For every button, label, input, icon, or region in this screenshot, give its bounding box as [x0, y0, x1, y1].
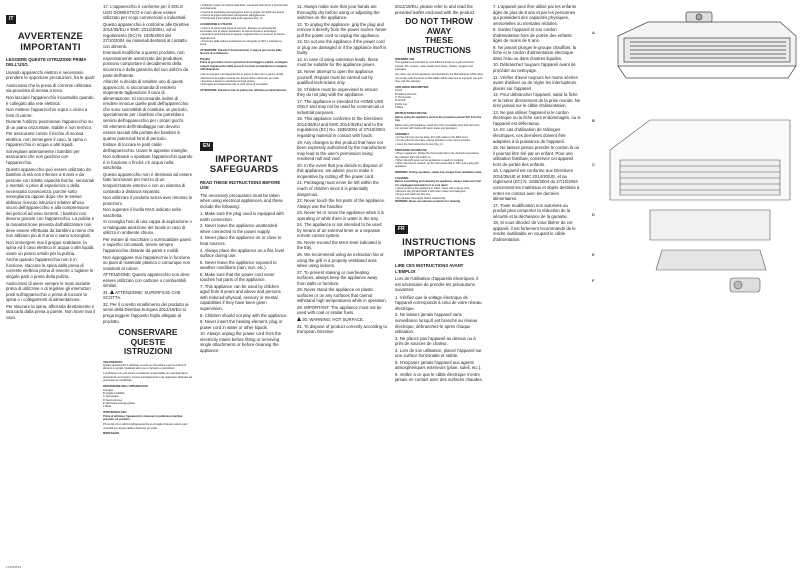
fig-label-b: B — [592, 118, 595, 123]
it-column-2: 17. L'apparecchio è conforme per il SOLO USO DOMESTICO e non deve essere utilizzato per scopi commerciali o industriali. Questo apparecchio è conforme alle Direttive 2014/35/EU e EMC 2014/30/EU, ed al regolamento (EC) N. 1935/2004 del 27/10/2004 sui materiali destinati al contatto con alimenti. Eventuali modifiche a questo prodotto, non espressamente autorizzate dal produttore, possono comportare il decadimento della sicurezza e della garanzia del suo utilizzo da parte dell'utente. Allorché si decida di smaltire uno di questi apparecchi, si raccomanda di renderlo inoperante tagliandone il cavo di alimentazione. Si raccomanda inoltre di rendere innocue quelle parti dell'apparecchio che sono suscettibili di costituire un pericolo, specialmente per i bambini che potrebbero servirsi dell'apparecchio per i propri giochi. Gli elementi dell'imballaggio non devono essere lasciati alla portata dei bambini in quanto potenziali fonti di pericolo. Evitare di toccare le parti calde dell'apparecchio. Usare le apposite maniglie. Non sollevare o spostare l'apparecchio quando è in funzione o finché c'è acqua nella vaschetta. Questo apparecchio non è destinato ad essere fatto funzionare per mezzo di un temporizzatore esterno o con un sistema di comando a distanza separato. Non utilizzare il prodotto senza aver rimosso le protezioni. Non superare il livello MAX indicato nella vaschetta. Si consiglia l'uso di una cappa di aspirazione o un'adeguata aerazione del locale in caso di utilizzo in ambiente chiuso. Per evitare di macchiare o surriscaldare pareti e superfici circostanti, tenere sempre l'apparecchio distante da pareti e mobili. Non appoggiare mai l'apparecchio in funzione su piani di materiale plastico o comunque non resistenti al calore. ATTENZIONE: Questo apparecchio non deve essere utilizzato con carbone o combustibili similari. 31. ATTENZIONE: SUPERFICIE CHE SCOTTA. 32. Per il corretto smaltimento del prodotto ai sensi della Direttiva Europea 2012/19/EU si prega leggere l'apposito foglio allegato al prodotto. CONSERVARE QUESTE ISTRUZIONI USO PREVISTO Questo apparecchio è destinato al solo uso domestico e per la cottura di alimenti su griglia. Qualsiasi altro uso è improprio e pericoloso. Il produttore non può essere considerato responsabile per eventuali danni derivanti da usi impropri, erronei ed irragionevoli o da riparazioni effettuate da personale non qualificato. DESCRIZIONE DELL'APPARECCHIO A Griglia B Griglia rivoltabile C Termostato D Spia luminosa E Vaschetta raccogli-grasso F Base ISTRUZIONI D'USO Prima di utilizzare l'apparecchio rimuovere la pellicola protettiva presente sul prodotto. Prima del primo utilizzo dell'apparecchio si consiglia di lavare tutte le parti rimovibili con acqua calda e detersivo per piatti. MONTAGGIO — [103, 4, 193, 435]
en-items-a: 1. Make sure the plug used is equipped with earth connection. 2. Never leave the appliance unattended when connected to the power supply. 3. Never place the appliance on or close to heat sources. 4. Always place the appliance on a flat, level surface during use. 5. Never leave the appliance exposed to weather conditions (rain, sun, etc.). 6. Make sure that the power cord never touches hot parts of the appliance. 7. This appliance can be used by children aged from 8 years and above and persons with reduced physical, sensory or mental capabilities if they have been given supervision. 8. Children should not play with the appliance. 9. Never insert the heating element, plug or power cord in water or other liquids. 10. Always unplug the power cord from the electricity mains before fitting or removing single attachments or before cleaning the appliance. — [200, 211, 288, 353]
it-intro: Usando apparecchi elettrici è necessario prendere le opportune precauzioni, fra le quali: — [6, 69, 95, 81]
grill-exploded-illustration — [610, 120, 790, 292]
warning-triangle-icon — [110, 290, 114, 294]
en-warning-line: 30. WARNING: HOT SURFACE. — [297, 317, 387, 323]
language-tag-en — [200, 134, 288, 152]
it-conserve-title: CONSERVARE QUESTE ISTRUZIONI — [118, 327, 178, 357]
en-assembly-head: ASSEMBLY — [395, 132, 410, 136]
it-warning-line: 31. ATTENZIONE: SUPERFICIE CHE SCOTTA. — [103, 289, 181, 301]
en-tag: EN — [200, 142, 213, 151]
en-appliance-list: A Grill B Heating element C Thermostat D On/Off E Drip tray F Base — [395, 89, 417, 109]
it-tag: IT — [6, 15, 16, 24]
it-items-col1: Assicurarsi che la presa di corrente utilizzata sia provvista di messa a terra. Non lasciare l'apparecchio incustodito quando è collegato alla rete elettrica. Non mettere l'apparecchio sopra o vicino a fonti di calore. Durante l'utilizzo posizionare l'apparecchio su di un piano orizzontale, stabile e non termico. Per assicurarsi contro il rischio di scossa elettrica, non immergere il cavo, la spina o l'apparecchio in acqua o altri liquidi. Sorvegliare attentamente i bambini per assicurarsi che non giochino con l'apparecchio. Questo apparecchio può essere utilizzato da bambini di età non inferiore a 8 anni e da persone con ridotte capacità fisiche, sensoriali o mentali, o prive di esperienza o della necessaria conoscenza, purché sotto sorveglianza oppure dopo che le stesse abbiano ricevuto istruzioni relative all'uso sicuro dell'apparecchio e alla comprensione dei pericoli ad esso inerenti. I bambini non devono giocare con l'apparecchio. La pulizia e la manutenzione prevista dall'utilizzatore non deve essere effettuata da bambini a meno che non abbiano più di 8 anni e siano sorvegliati. Non immergere mai il gruppo scaldante, la spina ed il cavo elettrico in acqua o altri liquidi, usare un panno umido per la pulizia. Anche quando l'apparecchio non è in funzione, staccare la spina dalla presa di corrente elettrica prima di inserire o togliere le singole parti o prima della pulizia. Assicurarsi di avere sempre le mani asciutte prima di utilizzare o di regolare gli interruttori posti sull'apparecchio o prima di toccare la spina o i collegamenti di alimentazione. Per staccare la spina, afferrarla direttamente e staccarla dalla presa a parete. Non tirare mai il cavo. — [6, 82, 95, 320]
language-tag-fr — [395, 217, 483, 235]
en-dnt-title: DO NOT THROW AWAY THESE INSTRUCTIONS — [405, 16, 473, 55]
warning-triangle-icon — [297, 317, 301, 321]
fig-label-d: D — [592, 212, 595, 217]
fr-intro: Lors de l'utilisation d'appareils électriques, il est nécessaire de prendre les précautions suivantes: — [395, 276, 479, 293]
it-col2-text: 17. L'apparecchio è conforme per il SOLO USO DOMESTICO e non deve essere utilizzato per scopi commerciali o industriali. Questo apparecchio è conforme alle Direttive 2014/35/EU e EMC 2014/30/EU, ed al regolamento (EC) N. 1935/2004 del 27/10/2004 sui materiali destinati al contatto con alimenti. Eventuali modifiche a questo prodotto, non espressamente autorizzate dal produttore, possono comportare il decadimento della sicurezza e della garanzia del suo utilizzo da parte dell'utente. Allorché si decida di smaltire uno di questi apparecchi, si raccomanda di renderlo inoperante tagliandone il cavo di alimentazione. Si raccomanda inoltre di rendere innocue quelle parti dell'apparecchio che sono suscettibili di costituire un pericolo, specialmente per i bambini che potrebbero servirsi dell'apparecchio per i propri giochi. Gli elementi dell'imballaggio non devono essere lasciati alla portata dei bambini in quanto potenziali fonti di pericolo. Evitare di toccare le parti calde dell'apparecchio. Usare le apposite maniglie. Non sollevare o spostare l'apparecchio quando è in funzione o finché c'è acqua nella vaschetta. Questo apparecchio non è destinato ad essere fatto funzionare per mezzo di un temporizzatore esterno o con un sistema di comando a distanza separato. Non utilizzare il prodotto senza aver rimosso le protezioni. Non superare il livello MAX indicato nella vaschetta. Si consiglia l'uso di una cappa di aspirazione o un'adeguata aerazione del locale in caso di utilizzo in ambiente chiuso. Per evitare di macchiare o surriscaldare pareti e superfici circostanti, tenere sempre l'apparecchio distante da pareti e mobili. Non appoggiare mai l'apparecchio in funzione su piani di materiale plastico o comunque non resistenti al calore. ATTENZIONE: Questo apparecchio non deve essere utilizzato con carbone o combustibili similari. 31. ATTENZIONE: SUPERFICIE CHE SCOTTA. 32. Per il corretto smaltimento del prodotto ai sensi della Direttiva Europea 2012/19/EU si prega leggere l'apposito foglio allegato al prodotto. — [103, 4, 193, 324]
en-items-b: 11. Always make sure that your hands are thoroughly dry before using or adjusting the switches on the appliance. 12. To unplug the appliance, grip the plug and remove it directly from the power socket. Never pull the power cord to unplug the appliance. 13. Do not use the appliance if the power cord or plug are damaged or if the appliance itself is faulty. 14. In case of using extension leads, these must be suitable for the appliance power. 15. Never attempt to open the appliance yourself. Repairs must be carried out by qualified technicians only. 16. Children must be supervised to ensure they do not play with the appliance. 17. The appliance is intended for HOME USE ONLY and may not be used for commercial or industrial purposes. 18. This appliance conforms to the Directives 2014/35/EU and EMC 2014/30/EU and to the regulations (EC) No. 1935/2004 of 27/10/2004 regarding material in contact with foods. 19. Any changes to this product that have not been expressly authorised by the manufacturer may lead to the user's permission being rendered null and void. 20. In the event that you decide to dispose of this appliance, we advise you to make it inoperative by cutting off the power cord. 21. Packaging must never be left within the reach of children since it is potentially dangerous. 22. Never touch the hot parts of the appliance. Always use the handles. 23. Never let or move the appliance when it is operating or while there is water in the tray. 24. The appliance is not intended to be used by means of an external timer or a separate remote control system. 25. Never exceed the MAX level indicated in the tray. 26. We recommend using an extraction fan or using the grill in a properly ventilated area when using indoors. 27. To prevent staining or overheating surfaces, always keep the appliance away from walls or furniture. 28. Never stand the appliance on plastic surfaces or on any surfaces that cannot withstand high temperatures while in operation. 29. IMPORTANT: The appliance must not be used with coal or similar fuels. 30. WARNING: HOT SURFACE. 31. To dispose of product correctly according to European Directive — [297, 4, 387, 335]
fig-label-f: F — [592, 278, 595, 283]
it-pulizia-head: PULIZIA — [200, 58, 211, 62]
it-uso-head: USO PREVISTO — [103, 360, 123, 364]
fr-items-a: 1. Vérifiez que la voltage électrique de l'appareil corresponds à celui de votre réseau électrique. 2. Ne laissez jamais l'appareil sans surveillance lorsqu'il est branché au réseau électrique; débranchez-le après chaque utilisation. 3. Ne placez pas l'appareil au dessus ou à près de sources de chaleur. 4. Lors de son utilisation, placez l'appareil sur une surface horizontale et stable. 5. N'exposez jamais l'appareil aux agents atmosphériques extérieurs (pluie, soleil, etc.). 6. Veillez à ce que le câble électrique n'entre jamais en contact avec des surfaces chaudes. — [395, 294, 483, 383]
en-title: IMPORTANT SAFEGUARDS — [209, 153, 279, 176]
en-intended-head: INTENDED USE — [395, 58, 415, 62]
it-descr-list: A Griglia B Griglia rivoltabile C Termostato D Spia luminosa E Vaschetta raccogli-grasso F Base — [103, 388, 136, 409]
fr-column-6 — [493, 4, 581, 577]
footer-code: 174515513 — [6, 565, 22, 569]
fr-tag: FR — [395, 225, 408, 234]
en-intro: The necessary precautions must be taken when using electrical appliances, and these include the following: — [200, 192, 283, 209]
figure-panel — [590, 0, 802, 573]
it-column-3: • Collocare il piano di cottura sulla base, prestando attenzione a posizionarlo correttamente. • Inserire la vaschetta raccogli-grasso sotto la griglia; riempirla con acqua. • Inserire la griglia sulla base nell'apposito alloggiamento. • Posizionare il termostato nella sede apposita (Fig. C). ACCENSIONE E UTILIZZO • Inserire la spina nella presa di corrente. Ruotare la manopola del termostato fino al valore desiderato; la spia luminosa si accenderà. • Quando la spia luminosa si spegne, l'apparecchio è pronto per la cottura degli alimenti. • Al termine della cottura posizionare la manopola su OFF e staccare la spina. ATTENZIONE: Durante il funzionamento, il vapore può uscire dalle fessure di ventilazione. PULIZIA Prima di procedere con le operazioni di montaggio e pulizia, scollegare sempre l'apparecchio dalla presa di corrente ed attenderne il completo raffreddamento. • Non immergere mai l'apparecchio in acqua. Pulire con un panno umido. • Rimuovere la griglia e lavarla con acqua calda e detersivo per piatti. • Svuotare e lavare la vaschetta raccogli-grasso. • Asciugare accuratamente tutte le parti prima di rimontarle. ATTENZIONE: Durante le fasi di pulizia non utilizzare prodotti abrasivi. EN IMPORTANT SAFEGUARDS READ THESE INSTRUCTIONS BEFORE USE The necessary precautions must be taken when using electrical appliances, and these include the following: 1. Make sure the plug used is equipped with earth connection. 2. Never leave the appliance unattended when connected to the power supply. 3. Never place the appliance on or close to heat sources. 4. Always place the appliance on a flat, level surface during use. 5. Never leave the appliance exposed to weather conditions (rain, sun, etc.). 6. Make sure that the power cord never touches hot parts of the appliance. 7. This appliance can be used by children aged from 8 years and above and persons with reduced physical, sensory or mental capabilities if they have been given supervision. 8. Children should not play with the appliance. 9. Never insert the heating element, plug or power cord in water or other liquids. 10. Always unplug the power cord from the electricity mains before fitting or removing single attachments or before cleaning the appliance. — [200, 4, 288, 353]
en-lead: READ THESE INSTRUCTIONS BEFORE USE — [200, 179, 281, 191]
fr-title: INSTRUCTIONS IMPORTANTES — [402, 237, 476, 259]
en-column-4 — [297, 4, 387, 577]
grill-diagram — [590, 0, 802, 573]
it-monitor-head: MONTAGGIO — [103, 431, 120, 435]
it-instr-head: ISTRUZIONI D'USO — [103, 411, 127, 415]
fig-label-a: A — [592, 30, 595, 35]
it-column-1 — [6, 0, 95, 573]
it-lead: LEGGERE QUESTE ISTRUZIONI PRIMA DELL'USO. — [6, 57, 87, 68]
grill-assembled-illustration — [618, 12, 796, 78]
language-tag-it — [6, 7, 95, 25]
it-accensione-head: ACCENSIONE E UTILIZZO — [200, 23, 233, 27]
en-appliance-head: APPLIANCE DESCRIPTION — [395, 86, 429, 90]
en-column-5: 2012/19/EU, please refer to and read the provided leaflet enclosed with the product. DO NOT THROW AWAY THESE INSTRUCTIONS INTENDED USE This appliance is intended to cook different foods on a grill and these include: fish, prawns, meat, steaks and chops, chicken, burgers and sausages. Any other use of this appliance not intended by the Manufacturer which does not comply with the terms of this leaflet will be deemed as improper use and may void the warranty. APPLIANCE DESCRIPTION A Grill B Heating element C Thermostat D On/Off E Drip tray F Base INSTRUCTIONS FOR USE Before using the appliance remove the protective plastic film from the tray. Before using the appliance, wash all of the removable parts that will come into contact with foods with warm water and detergent. ASSEMBLY • Fit the drip tray into the base; fill it with water to the MAX level. • Fit the grill onto the base, paying attention to the correct position. • Insert the thermostat into its slot (Fig. C). SWITCHING ON AND USE • Plug in appliance. Rotate the thermostat dial to the desired temperature; the indicator light will switch on. • When the light goes out the appliance is ready for cooking. • When the food is cooked, set the thermostat dial to OFF and unplug the appliance. WARNING: During operation, steam may escape from ventilation slots. CLEANING Before assembling and cleaning the appliance, always make sure that it is unplugged and wait for it to cool down. • Never immerse the appliance in water. Clean with a damp cloth. • Remove the grill and wash it with warm water and detergent. • Empty and wash the drip tray. • Dry all parts thoroughly before reassembly. WARNING: Never use abrasive products for cleaning. FR INSTRUCTIONS IMPORTANTES LIRE CES INSTRUCTIONS AVANT L'EMPLOI Lors de l'utilisation d'appareils électriques, il est nécessaire de prendre les précautions suivantes: 1. Vérifiez que la voltage électrique de l'appareil corresponds à celui de votre réseau électrique. 2. Ne laissez jamais l'appareil sans surveillance lorsqu'il est branché au réseau électrique; débranchez-le après chaque utilisation. 3. Ne placez pas l'appareil au dessus ou à près de sources de chaleur. 4. Lors de son utilisation, placez l'appareil sur une surface horizontale et stable. 5. N'exposez jamais l'appareil aux agents atmosphériques extérieurs (pluie, soleil, etc.). 6. Veillez à ce que le câble électrique n'entre jamais en contact avec des surfaces chaudes. — [395, 4, 483, 383]
fr-items-b: 7. L'appareil peut être utilisé par les enfants âgés de plus de 8 ans et par les personnes qui possèdent des capacités physiques, sensorielles ou mentales réduites. 8. Garder l'appareil et son cordon d'alimentation hors de portée des enfants âgés de moins de 8 ans. 9. Ne jamais plonger le groupe chauffant, la fiche et le cordon d'alimentation électrique dans l'eau ou dans d'autres liquides. 10. Débranchez toujours l'appareil avant de procéder au nettoyage. 11. Vérifier d'avoir toujours les mains sèches avant d'utiliser ou de régler les interrupteurs placés sur l'appareil. 12. Pour débrancher l'appareil, saisir la fiche et la retirer directement de la prise murale. Ne tirez jamais sur le câble d'alimentation. 13. Ne pas utiliser l'appareil si le cordon électrique ou la fiche sont endommagés, ou si l'appareil est défectueux. 14. En cas d'utilisation de rallonges électriques, ces dernières doivent être adaptées à la puissance de l'appareil. 15. Ne laissez jamais prendre le cordon là où il pourrait être tiré par un enfant. Pour une utilisation familiale, conservez cet appareil hors de portée des enfants. 16. L'appareil est conforme aux Directives 2014/35/UE et EMC 2014/30/UE, et au règlement (EC) N. 1935/2004 du 27/10/2004 concernant les matériaux et objets destinés à entrer en contact avec les denrées alimentaires. 17. Toute modification non autorisée au produit peut comporter la réduction de la sécurité et la déchéance de la garantie. 18. Si vous décidez de vous libérer de cet appareil, il est fortement recommandé de le rendre inutilisable en coupant le câble d'alimentation. — [493, 4, 581, 242]
en-switch-head: SWITCHING ON AND USE — [395, 148, 427, 152]
en-instr-head: INSTRUCTIONS FOR USE — [395, 112, 427, 116]
fig-label-e: E — [592, 252, 595, 257]
it-descr-head: DESCRIZIONE DELL'APPARECCHIO — [103, 385, 148, 389]
en-cleaning-head: CLEANING — [395, 177, 409, 180]
it-title: AVVERTENZE IMPORTANTI — [17, 31, 84, 53]
fig-label-c: C — [592, 162, 595, 167]
fr-lead: LIRE CES INSTRUCTIONS AVANT L'EMPLOI — [395, 263, 464, 274]
